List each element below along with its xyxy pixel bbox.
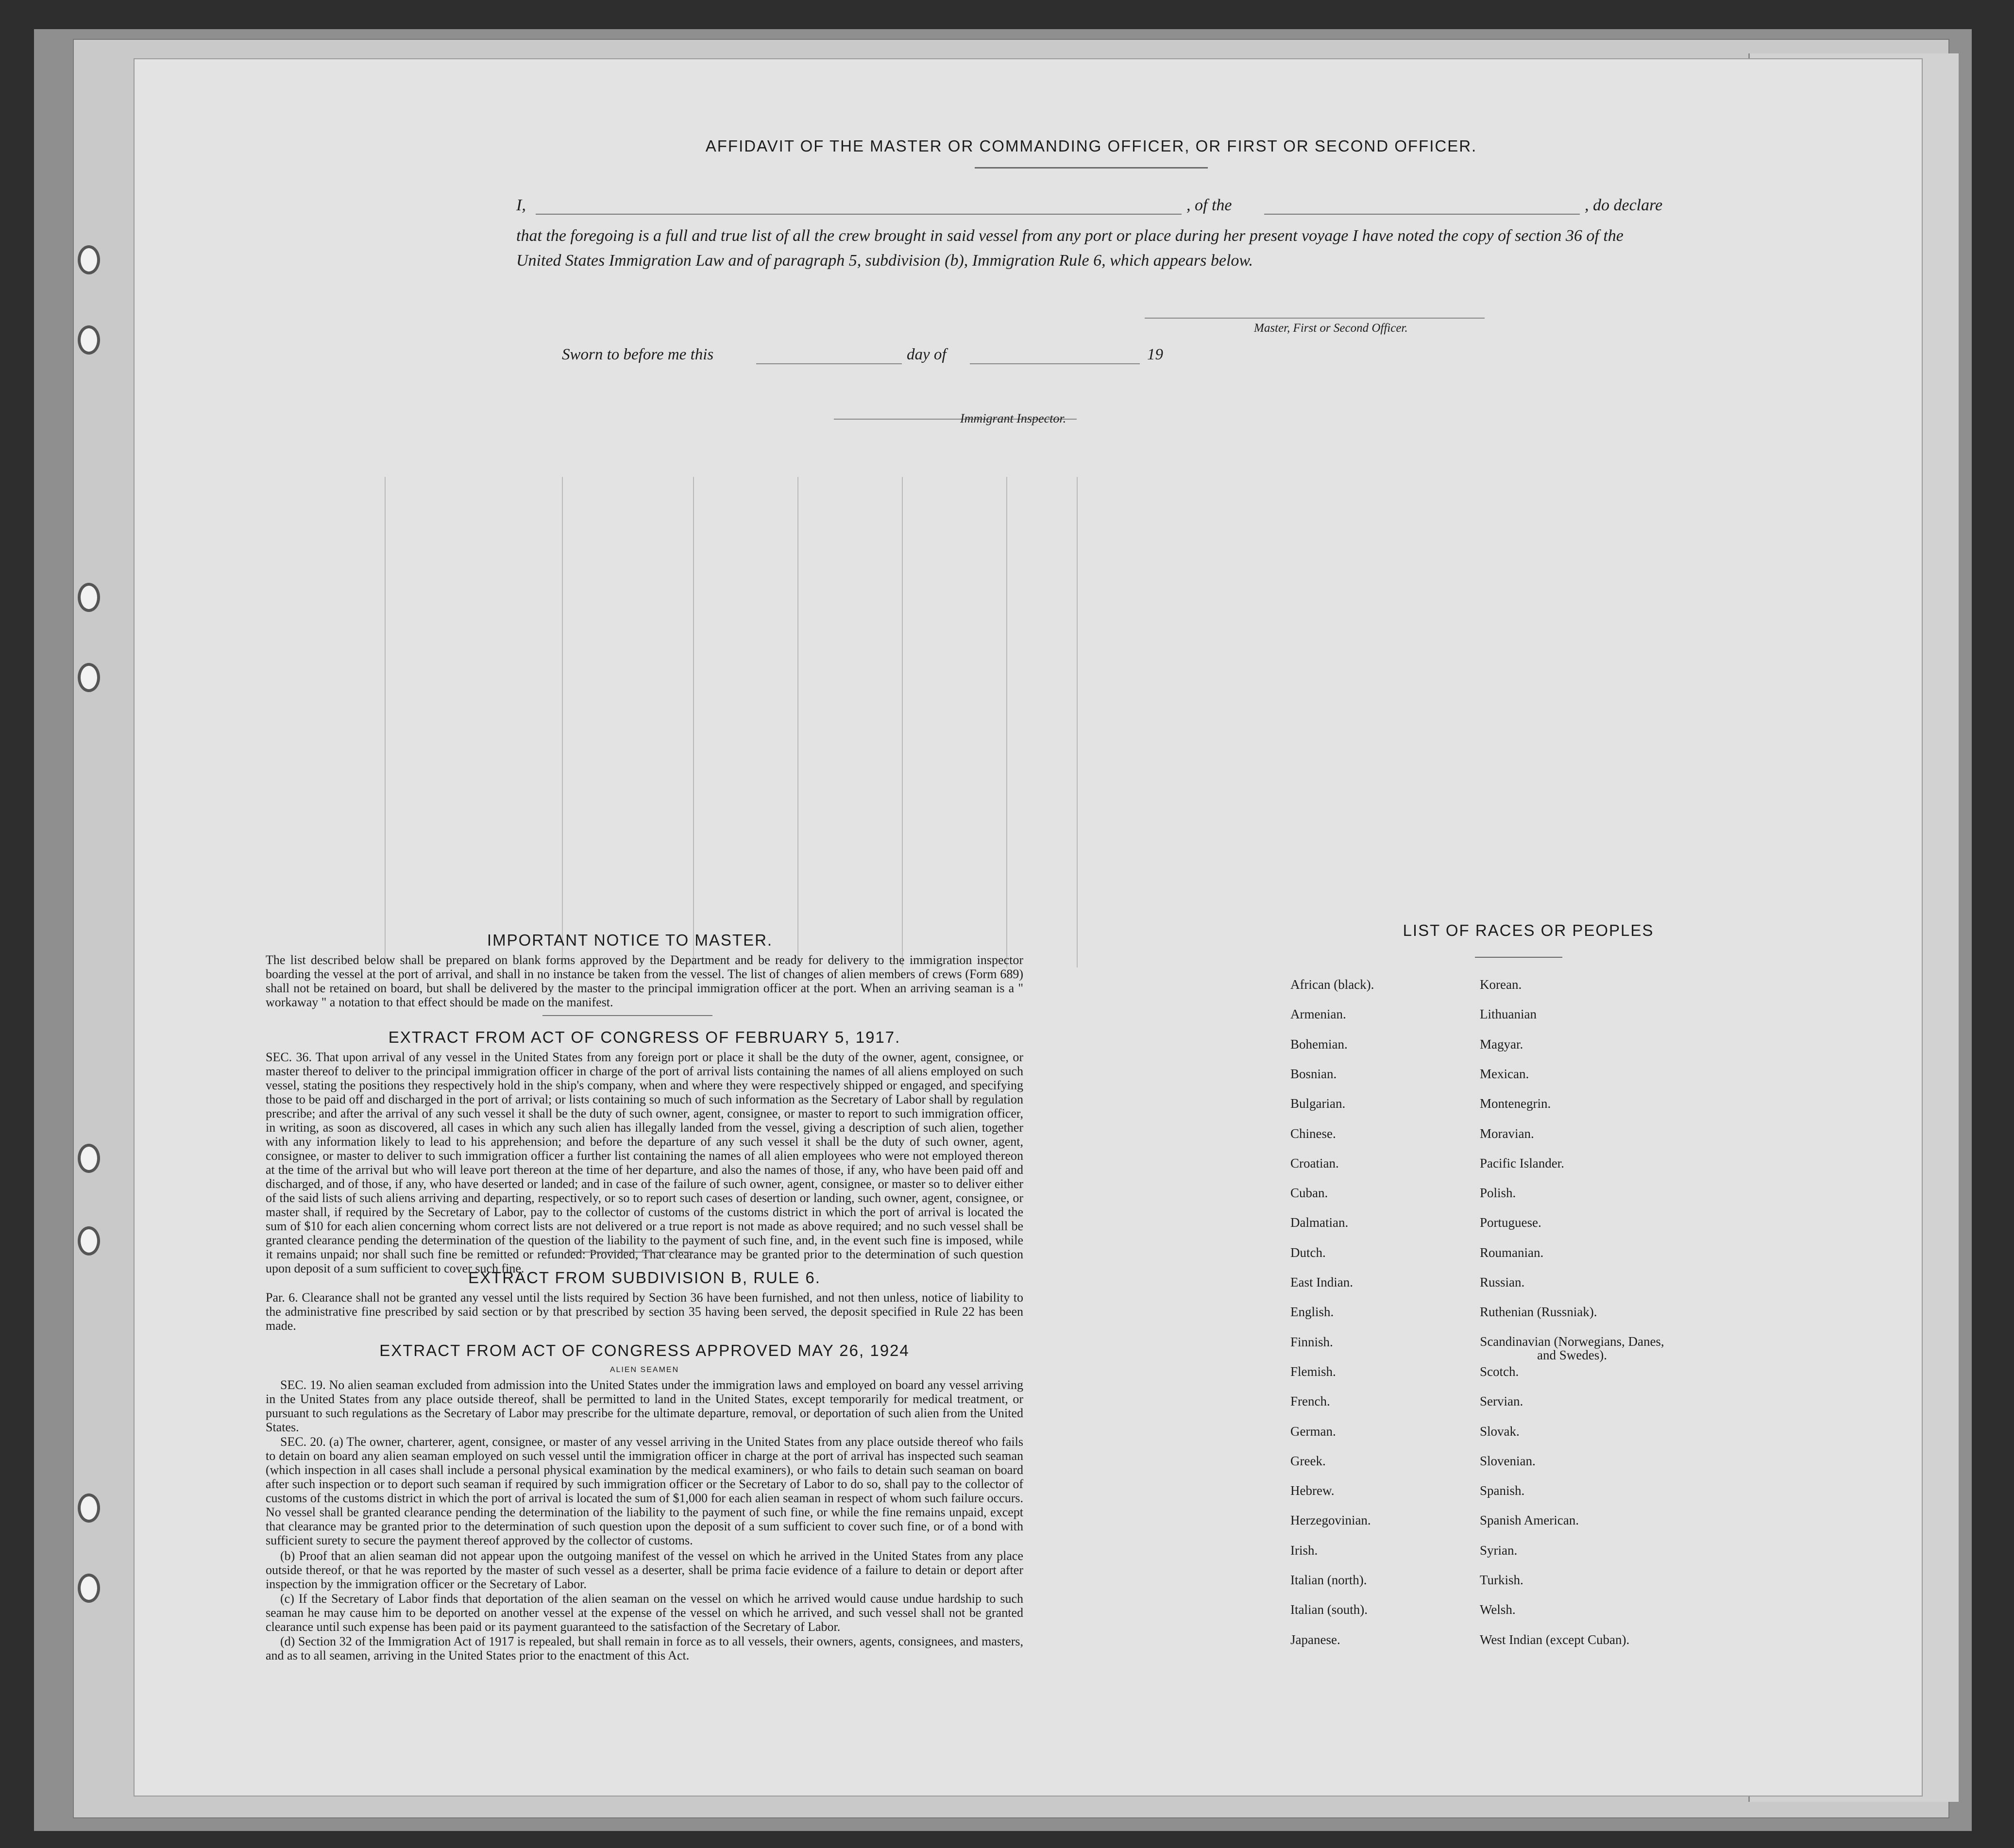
sworn-label: Sworn to before me this — [562, 346, 714, 363]
race-item: Pacific Islander. — [1480, 1156, 1564, 1170]
column-rule — [902, 477, 903, 967]
race-item: African (black). — [1290, 977, 1374, 992]
act-1924-subtitle: ALIEN SEAMEN — [609, 1366, 679, 1374]
races-title: LIST OF RACES OR PEOPLES — [1403, 921, 1654, 939]
race-item: Syrian. — [1480, 1543, 1518, 1558]
declaration-line — [516, 196, 1663, 220]
year-label: 19 — [1147, 346, 1163, 363]
race-item: Hebrew. — [1290, 1483, 1335, 1498]
race-item: Slovak. — [1480, 1424, 1520, 1439]
race-item: Herzegovinian. — [1290, 1513, 1371, 1527]
column-rule — [1077, 477, 1078, 967]
race-item: Turkish. — [1480, 1573, 1523, 1587]
race-item: Armenian. — [1290, 1007, 1346, 1021]
race-item: Croatian. — [1290, 1156, 1339, 1170]
act-1924-section-20d: (d) Section 32 of the Immigration Act of 1917 is repealed, but shall remain in force as to all vessels, their owners, agents, consignees, and masters, and as to all seamen, arriving in the United States prior to the enactment of this Act. — [266, 1634, 1023, 1662]
race-item: Polish. — [1480, 1186, 1516, 1200]
race-item: Greek. — [1290, 1454, 1326, 1468]
race-item: Italian (south). — [1290, 1602, 1368, 1617]
act-1924-section-20c: (c) If the Secretary of Labor finds that deportation of the alien seaman on the vessel on which he arrived would cause undue hardship to such seaman he may cause him to be deported on another vessel at the expense of the vessel on which he arrived, and such vessel shall not be granted clearance until such expense has been paid or its payment guaranteed to the satisfaction of the Secretary of Labor. — [266, 1592, 1023, 1634]
column-rule — [797, 477, 798, 967]
rule-6-body: Par. 6. Clearance shall not be granted any vessel until the lists required by Section 36 have been furnished, and not then unless, notice of liability to the administrative fine prescribed by said section or by that prescribed by section 35 having been served, the deposit specified in Rule 22 has been made. — [266, 1290, 1023, 1333]
binder-hole-icon — [78, 1144, 100, 1173]
act-1917-title: EXTRACT FROM ACT OF CONGRESS OF FEBRUARY 5, 1917. — [388, 1028, 901, 1046]
act-1924-title: EXTRACT FROM ACT OF CONGRESS APPROVED MAY 26, 1924 — [379, 1341, 910, 1359]
race-item: Servian. — [1480, 1394, 1523, 1408]
race-item: Spanish. — [1480, 1483, 1525, 1498]
race-item: Moravian. — [1480, 1126, 1534, 1141]
sworn-date-field[interactable] — [756, 363, 902, 364]
act-1917-body: SEC. 36. That upon arrival of any vessel in the United States from any foreign port or place it shall be the duty of the owner, agent, consignee, or master thereof to deliver to the principal immigration officer in charge of the port of arrival lists containing the names of all aliens employed on such vessel, stating the positions they respectively hold in the ship's company, when and where they were respectively shipped or engaged, and specifying those to be paid off and discharged in the port of arrival; or lists containing so much of such information as the Secretary of Labor shall by regulation prescribe; and after the arrival of any such vessel it shall be the duty of such owner, agent, consignee, or master to report to such immigration officer, in writing, as soon as discovered, all cases in which any such alien has illegally landed from the vessel, giving a description of such alien, together with any information likely to lead to his apprehension; and before the departure of any such vessel it shall be the duty of such owner, agent, consignee, or master to deliver to such immigration officer a further list containing the names of all alien employees who were not employed thereon at the time of the arrival but who will leave port thereon at the time of her departure, and also the names of those, if any, who have been paid off and discharged, and of those, if any, who have deserted or landed; and in case of the failure of such owner, agent, consignee, or master so to deliver either of the said lists of such aliens arriving and departing, respectively, or so to report such cases of desertion or landing, such owner, agent, consignee, or master shall, if required by the Secretary of Labor, pay to the collector of customs of the customs district in which the port of arrival is located the sum of $10 for each alien concerning whom correct lists are not delivered or a true report is not made as above required; and no such vessel shall be granted clearance pending the determination of the question of the liability to the payment of such fine, and, in the event such fine is imposed, while it remains unpaid; nor shall such fine be remitted or refunded: Provided, That clearance may be granted prior to the determination of such question upon deposit of a sum sufficient to cover such fine. — [266, 1050, 1023, 1275]
inspector-caption: Immigrant Inspector. — [960, 411, 1066, 425]
declare-label: , do declare — [1585, 196, 1663, 214]
binder-hole-icon — [78, 1226, 100, 1255]
column-rule — [562, 477, 563, 967]
race-item: Montenegrin. — [1480, 1096, 1551, 1111]
race-item: Spanish American. — [1480, 1513, 1579, 1527]
race-item: Bosnian. — [1290, 1067, 1337, 1081]
vessel-label: , of the — [1186, 196, 1232, 214]
race-item: Italian (north). — [1290, 1573, 1367, 1587]
act-1924-section-20a: SEC. 20. (a) The owner, charterer, agent, consignee, or master of any vessel arriving in the United States from any place outside thereof who fails to detain on board any alien seaman employed on such vessel until the immigration officer in charge at the port of arrival has inspected such seaman (which inspection in all cases shall include a personal physical examination by the medical examiners), or who fails to detain such seaman on board after such inspection or to deport such seaman if required by such immigration officer or the Secretary of Labor to do so, shall pay to the collector of customs of the customs district in which the port of arrival is located the sum of $1,000 for each alien seaman in respect of whom such failure occurs. No vessel shall be granted clearance pending the determination of the liability to the payment of such fine, or while the fine remains unpaid, except that clearance may be granted prior to the determination of such question upon the deposit of a sum sufficient to cover such fine, or of a bond with sufficient surety to secure the payment thereof approved by the collector of customs. — [266, 1435, 1023, 1547]
section-divider — [567, 1252, 693, 1253]
declarant-label: I, — [516, 196, 526, 214]
sworn-month-field[interactable] — [970, 363, 1140, 364]
race-item: Irish. — [1290, 1543, 1318, 1558]
race-item: Japanese. — [1290, 1632, 1340, 1647]
race-item: East Indian. — [1290, 1275, 1353, 1289]
binder-hole-icon — [78, 245, 100, 274]
vessel-name-field[interactable] — [1264, 214, 1580, 215]
column-rule — [385, 477, 386, 967]
race-item: Ruthenian (Russniak). — [1480, 1305, 1597, 1319]
race-item: Bulgarian. — [1290, 1096, 1346, 1111]
race-item: Dalmatian. — [1290, 1215, 1349, 1230]
race-item: Cuban. — [1290, 1186, 1328, 1200]
race-item: Finnish. — [1290, 1335, 1333, 1349]
race-item: French. — [1290, 1394, 1330, 1408]
signature-line[interactable] — [1145, 318, 1485, 319]
act-1924-section-20b: (b) Proof that an alien seaman did not appear upon the outgoing manifest of the vessel on which he arrived in the United States from any place outside thereof, or that he was reported by the master of such vessel as a deserter, shall be prima facie evidence of a failure to detain or deport after inspection by the immigration officer or the Secretary of Labor. — [266, 1549, 1023, 1591]
race-item: Mexican. — [1480, 1067, 1529, 1081]
race-item: Scotch. — [1480, 1364, 1519, 1379]
binder-hole-icon — [78, 1493, 100, 1523]
form-page — [134, 58, 1923, 1797]
race-item: Slovenian. — [1480, 1454, 1536, 1468]
race-item: Bohemian. — [1290, 1037, 1348, 1051]
races-title-underline — [1475, 957, 1562, 958]
binder-hole-icon — [78, 325, 100, 355]
signature-caption: Master, First or Second Officer. — [1254, 322, 1408, 335]
binder-hole-icon — [78, 663, 100, 692]
race-item: Dutch. — [1290, 1245, 1326, 1260]
column-rule — [693, 477, 694, 967]
race-item: Russian. — [1480, 1275, 1525, 1289]
affidavit-title: AFFIDAVIT OF THE MASTER OR COMMANDING OFFICER, OR FIRST OR SECOND OFFICER. — [705, 137, 1477, 155]
notice-body: The list described below shall be prepared on blank forms approved by the Department and be ready for delivery to the immigration inspector boarding the vessel at the port of arrival, and shall in no instance be taken from the vessel. The list of changes of alien members of crews (Form 689) shall not be retained on board, but shall be delivered by the master to the principal immigration officer at the port. When an arriving seaman is a " workaway " a notation to that effect should be made on the manifest. — [266, 953, 1023, 1009]
race-item: West Indian (except Cuban). — [1480, 1632, 1630, 1647]
sworn-line — [562, 346, 1290, 370]
race-item: Chinese. — [1290, 1126, 1336, 1141]
race-item: Scandinavian (Norwegians, Danes, and Swedes). — [1480, 1334, 1664, 1362]
race-item: Flemish. — [1290, 1364, 1336, 1379]
section-divider — [542, 1015, 712, 1016]
rule-6-title: EXTRACT FROM SUBDIVISION B, RULE 6. — [468, 1269, 821, 1287]
title-underline — [975, 167, 1208, 169]
binder-hole-icon — [78, 1574, 100, 1603]
race-item: Korean. — [1480, 977, 1522, 992]
race-item: German. — [1290, 1424, 1336, 1439]
notice-title: IMPORTANT NOTICE TO MASTER. — [487, 931, 773, 949]
race-item: Roumanian. — [1480, 1245, 1544, 1260]
declarant-name-field[interactable] — [536, 214, 1182, 215]
race-item: Portuguese. — [1480, 1215, 1541, 1230]
act-1924-section-19: SEC. 19. No alien seaman excluded from admission into the United States under the immigration laws and employed on board any vessel arriving in the United States from any place outside thereof, shall be permitted to land in the United States, except temporarily for medical treatment, or pursuant to such regulations as the Secretary of Labor may prescribe for the ultimate departure, removal, or deportation of such alien from the United States. — [266, 1378, 1023, 1434]
race-item: English. — [1290, 1305, 1334, 1319]
day-of-label: day of — [907, 346, 947, 363]
binder-hole-icon — [78, 583, 100, 612]
race-item: Magyar. — [1480, 1037, 1523, 1051]
affidavit-statement: that the foregoing is a full and true list of all the crew brought in said vessel from any port or place during her present voyage I have noted the copy of section 36 of the United States Immigration Law and of paragraph 5, subdivision (b), Immigration Rule 6, which appears below. — [516, 227, 1624, 270]
column-rule — [1006, 477, 1007, 967]
race-item: Welsh. — [1480, 1602, 1516, 1617]
race-item: Lithuanian — [1480, 1007, 1537, 1021]
